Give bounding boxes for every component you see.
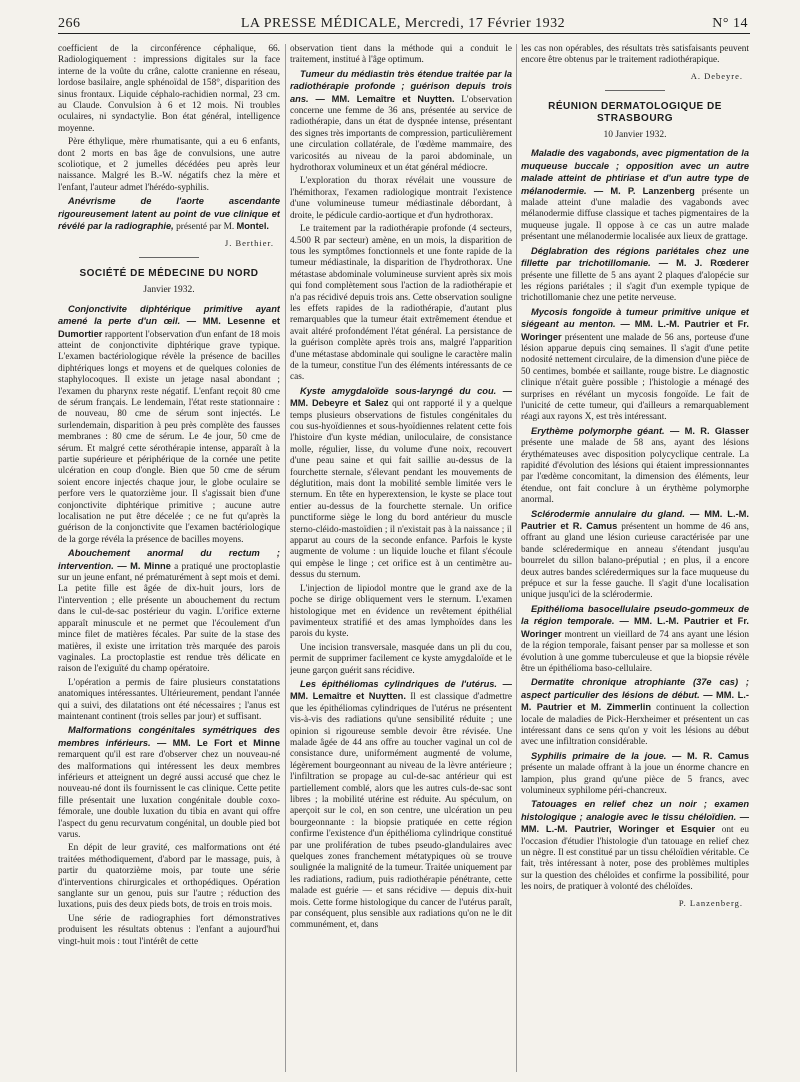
- journal-title: LA PRESSE MÉDICALE, Mercredi, 17 Février 1932: [240, 16, 566, 31]
- article-text: présentent une malade de 56 ans, porteuse d'une lésion apparue depuis cinq semaines. Il s'agit d'une petite nodosité nettement circulaire, de la dimension d'une pièce de 50 centimes, bombée et saillante, rouge bistre. Le diagnostic clinique n'était guère possible ; l'histologie a ménagé des surprises en révélant un mycosis fongoïde. Le fait de l'unicité de cette tumeur, qui d'ailleurs a remarquablement réagi aux rayons X, est très intéressant.: [521, 332, 749, 423]
- article-text: montrent un vieillard de 74 ans ayant une lésion de la région temporale, faisant penser par sa mollesse et son évolution à une gomme tuberculeuse et que la biopsie révèle être un épithélioma baso-cellulaire.: [521, 629, 749, 674]
- article-authors: — MM. Le Fort et Minne: [150, 737, 280, 748]
- article: [521, 148, 749, 243]
- signature: A. Debeyre.: [690, 70, 743, 81]
- paragraph: coefficient de la circonférence céphalique, 66. Radiologiquement : impressions digitales sur la face interne de la voûte du crâne, calotte cranienne en réseau, lordose basilaire, angle sphénoïdal de 158°, disparition des sinus frontaux. Liquide céphalo-rachidien normal, 23 cm. au Claude. Convulsion à 6 et 12 mois. Ni troubles oculaires, ni syndactylie. Bon état général, intelligence moyenne.: [58, 44, 280, 134]
- article-authors: — MM. L.-M. Pautrier et Fr. Woringer: [521, 616, 749, 639]
- header-rule: [58, 33, 750, 34]
- article-text: présente un malade offrant à la joue un énorme chancre en lampion, plus grand qu'une pièce de 5 francs, avec volumineux syphilome péri-chancreux.: [521, 763, 749, 796]
- article-title: Dermatite chronique atrophiante (37e cas) ; aspect particulier des lésions de début.: [521, 677, 749, 700]
- article-title: Anévrisme de l'aorte ascendante rigoureusement latent au point de vue clinique et révélé par la radiographie,: [58, 196, 280, 232]
- article: [521, 509, 749, 602]
- article-title: Abouchement anormal du rectum ; intervention.: [58, 548, 280, 571]
- article-text: présente une malade de 58 ans, ayant des lésions érythémateuses avec disposition polycyclique centrale. La rapidité d'évolution des lésions qui étaient impressionnantes par l'œdème concomitant, la dimension des éléments, leur étendue, ont fait conclure à un érythème polymorphe anormal.: [521, 438, 749, 506]
- column-divider: [516, 44, 517, 1072]
- paragraph: En dépit de leur gravité, ces malformations ont été traitées méthodiquement, d'abord par le massage, puis, à partir du quatorzième mois, par toute une série d'interventions chirurgicales et orthopédiques. Opération sanglante sur un genou, puis sur l'autre ; réduction des luxations, puis des deux pieds bots, de trois en trois mois.: [58, 843, 280, 911]
- article-title: Sclérodermie annulaire du gland.: [531, 508, 685, 519]
- signature: J. Berthier.: [224, 237, 274, 248]
- article-authors: — MM. L.-M. Pautrier et Fr. Woringer: [521, 319, 749, 342]
- paragraph: L'injection de lipiodol montre que le grand axe de la poche se dirige obliquement vers le sternum. L'examen histologique met en évidence un revêtement épithélial pavimenteux stratifié et des amas lymphoïdes dans les parois du kyste.: [290, 583, 512, 640]
- article: [58, 304, 280, 547]
- article-title: Erythème polymorphe géant.: [531, 425, 665, 436]
- paragraph: Une incision transversale, masquée dans un pli du cou, permit de supprimer facilement ce kyste amygdaloïde et le jeune garçon guérit sans récidive.: [290, 642, 512, 676]
- article: [521, 307, 749, 424]
- article: [521, 604, 749, 675]
- column-2: [290, 44, 512, 1074]
- paragraph: Une série de radiographies fort démonstratives produisent les résultats obtenus : l'enfant a aujourd'hui vingt-huit mois : tout l'intérêt de cette: [58, 913, 280, 947]
- article: [521, 246, 749, 305]
- society-heading: RÉUNION DERMATOLOGIQUE DE STRASBOURG: [548, 101, 722, 124]
- article-title: Kyste amygdaloïde sous-laryngé du cou.: [300, 385, 497, 396]
- article-text: a pratiqué une proctoplastie sur un jeune enfant, né prématurément à sept mois et demi. La petite fille est âgée de dix-huit jours, lors de l'intervention ; elle présente un abouchement du rectum dans le cul-de-sac postérieur du vagin. L'orifice externe apparaît minuscule et ne permet que l'écoulement d'un mince filet de matières fécales. Par suite de la stase des matières, il existe une irritation très marquée des parois vaginales. La proctoplastie est rendue très délicate en raison de l'exiguïté du champ opératoire.: [58, 561, 280, 675]
- article-title: Epithélioma basocellulaire pseudo-gommeux de la région temporale.: [521, 603, 749, 627]
- article-title: Mycosis fongoïde à tumeur primitive unique et siégeant au menton.: [521, 306, 749, 330]
- article-authors: — M. R. Glasser: [664, 425, 749, 436]
- paragraph: les cas non opérables, des résultats très satisfaisants peuvent encore être obtenus par le traitement radiothérapique.: [521, 44, 749, 66]
- article-text: remarquent qu'il est rare d'observer chez un nouveau-né des malformations qui intéressent les deux membres inférieurs et atteignent un degré aussi accusé que chez le nouveau-né dont ils fournissent le cas clinique. Cette petite fille présentait une luxation congénitale double coxo-fémorale, une double luxation du tibia en avant qui offre l'aspect du genu recurvatum congénital, un double pied bot varus.: [58, 750, 280, 840]
- article-title: Malformations congénitales symétriques des membres inférieurs.: [58, 725, 280, 748]
- article-authors: — M. Minne: [113, 560, 171, 571]
- paragraph: L'opération a permis de faire plusieurs constatations anatomiques intéressantes. Ultérieurement, pendant l'année qui a suivi, des dilatations ont été nécessaires ; l'anus est maintenant continent (trois selles par jour) et suffisant.: [58, 677, 280, 722]
- article-title: Tumeur du médiastin très étendue traitée par la radiothérapie profonde ; guérison depuis trois ans.: [290, 68, 512, 104]
- column-1: [58, 44, 280, 1074]
- article-text: présente une fillette de 5 ans ayant 2 plaques d'alopécie sur les régions pariétales ; il s'agit d'un exemple typique de trichotillomanie chez une petite nerveuse.: [521, 270, 749, 304]
- article: [58, 548, 280, 675]
- article-authors: — MM. Lemaître et Nuytten.: [308, 93, 455, 104]
- society-heading: SOCIÉTÉ DE MÉDECINE DU NORD: [79, 267, 259, 279]
- article-authors: Montel.: [236, 221, 270, 232]
- paragraph: Le traitement par la radiothérapie profonde (4 secteurs, 4.500 R par secteur) amène, en un mois, la disparition de tous les symptômes fonctionnels et une fonte rapide de la tumeur médiastinale, la disparition de l'hydrothorax. Une métastase abdominale volumineuse survient après six mois qui fond complètement sous l'action de la radiothérapie et n'a pas récidivé depuis trois ans. Cette observation souligne les effets rapides de la radiothérapie, d'autant plus remarquables que la tumeur était extrêmement étendue et avait altéré profondément l'état général. La persistance de la guérison complète après trois ans, malgré l'apparition d'une métastase abdominale qui souligne le caractère malin de la tumeur, constitue l'un des éléments intéressants de ce cas.: [290, 224, 512, 383]
- article-authors: — MM. L.-M. Pautrier, Woringer et Esquier: [521, 811, 749, 835]
- article-authors: — M. J. Rœderer: [650, 258, 749, 269]
- paragraph: Père éthylique, mère rhumatisante, qui a eu 6 enfants, dont 2 morts en bas âge de convulsions, une autre scoliotique, et 2 jumelles décédées peu après leur naissance. Malgré les B.-W. négatifs chez la mère et l'enfant, l'auteur admet l'hérédo-syphilis.: [58, 137, 280, 193]
- article-authors: — MM. L.-M. Pautrier et M. Zimmerlin: [521, 689, 749, 713]
- article-authors: — M. R. Camus: [666, 750, 749, 761]
- section-rule: [139, 257, 199, 258]
- article-authors: — MM. Lesenne et Dumortier: [58, 316, 280, 339]
- article-title: Tatouages en relief chez un noir ; examen histologique ; analogie avec le tissu chéloïdien.: [521, 799, 749, 822]
- article: [521, 426, 749, 507]
- article: [58, 725, 280, 841]
- article-authors: — MM. Debeyre et Salez: [290, 385, 512, 409]
- article: [58, 196, 280, 233]
- article-text: rapportent l'observation d'un enfant de 18 mois atteint de conjonctivite diphtérique grave typique. L'examen bactériologique révèle la présence de bacilles diphtériques longs et moyens et de quelques colonies de staphylocoques. Il existe un jetage nasal abondant ; l'examen du pharynx reste négatif. L'enfant reçoit 80 cme de sérum français. Le lendemain, l'état reste stationnaire : de nouveau, 80 cme de sérum sont injectés. Le surlendemain, disparition à peu près complète des fausses membranes : 80 cme de sérum. Le 4e jour, 50 cme de sérum. Et malgré cette sérothérapie intense, apparaît à la partie supérieure et périphérique de la cornée une petite ulcération en coup d'ongle. Bien que 50 cme de sérum soient encore injectés chaque jour, le globe oculaire se perfore vers le quatorzième jour. Il s'agissait bien d'une conjonctivite diphtérique primitive ; aucune autre localisation ne put être décelée ; ce ne fut qu'après la guérison de la conjonctivite que l'examen bactériologique de la gorge révéla la présence de bacilles moyens.: [58, 329, 280, 545]
- article-authors: — MM. L.-M. Pautrier et R. Camus: [521, 508, 749, 532]
- article-title: Déglabration des régions pariétales chez une fillette par trichotillomanie.: [521, 245, 749, 269]
- column-divider: [285, 44, 286, 1072]
- paragraph: L'exploration du thorax révélait une voussure de l'hémithorax, l'examen radiologique montrait l'existence d'une volumineuse tumeur médiastinale débordant, à droite, le pédicule cardio-aortique et d'un hydrothorax.: [290, 176, 512, 221]
- article-text: ont eu l'occasion d'étudier l'histologie d'un tatouage en relief chez un nègre. Il est constitué par un tissu chéloïdien véritable. Ce fait, très intéressant à noter, pose des problèmes multiples sur la question des chéloïdes et confirme la possibilité, pour les noirs, de pratiquer à volonté des chéloïdes.: [521, 825, 749, 893]
- article: [290, 69, 512, 175]
- page-number: 266: [58, 16, 81, 31]
- article: [521, 677, 749, 748]
- article: [290, 386, 512, 582]
- article-title: Syphilis primaire de la joue.: [531, 750, 667, 761]
- article-text: qui ont rapporté il y a quelque temps plusieurs observations de fistules congénitales du cou sus-hyoïdiennes et sous-hyoïdiennes relatent cette fois l'histoire d'un kyste médian, uniloculaire, de consistance molle, régulier, lisse, du volume d'une noix, recouvert d'une peau saine et qui fait saillie au-dessus de la fourchette sternale, s'élevant pendant les mouvements de déglutition, mais dont la mobilité semble limitée vers le sternum. En tête en hyperextension, le kyste se place tout entier au-dessus de la fourchette sternale. Un orifice punctiforme siège le long du bord antérieur du muscle sterno-cléido-mastoïdien ; il n'existait pas à la naissance ; il apparut au cours de la seconde enfance. Parfois le kyste augmente de volume : un liquide louche et filant s'écoule qui empèse le linge ; cet orifice est à un centimètre au-dessus du sternum.: [290, 399, 512, 581]
- article: [521, 799, 749, 893]
- signature: P. Lanzenberg.: [678, 897, 743, 908]
- article-title: Les épithéliomas cylindriques de l'utérus.: [300, 678, 497, 689]
- session-date: Janvier 1932.: [143, 285, 195, 296]
- article-text: présente un malade atteint d'une maladie des vagabonds avec mélanodermie diffuse classique et taches pigmentaires de la muqueuse jugale. Il oppose à ce cas un autre malade présentant une mélanodermie localisée aux lieux de grattage.: [521, 186, 749, 243]
- column-3: [521, 44, 749, 1074]
- article-text: continuent la collection locale de maladies de Pick-Herxheimer et présentent un cas intéressant dans ce sens qu'on y voit les lésions au début avec une infiltration considérable.: [521, 703, 749, 748]
- article-title: Maladie des vagabonds, avec pigmentation de la muqueuse buccale ; opposition avec un autre malade atteint de phtiriase et d'un autre type de mélanodermie.: [521, 148, 749, 196]
- session-date: 10 Janvier 1932.: [603, 130, 667, 141]
- issue-number: N° 14: [712, 16, 748, 31]
- article-text: présenté par M.: [173, 222, 237, 233]
- article-authors: — M. P. Lanzenberg: [586, 185, 695, 196]
- section-rule: [605, 90, 665, 91]
- article-text: L'observation concerne une femme de 36 ans, présentée au service de radiothérapie, dans un état de dyspnée intense, présentant des signes très importants de compression, particulièrement une circulation collatérale, de l'œdème mammaire, des varicosités au niveau de la paroi abdominale, un hydrothorax volumineux et un état général médiocre.: [290, 94, 512, 174]
- article-title: Conjonctivite diphtérique primitive ayant amené la perte d'un œil.: [58, 303, 280, 327]
- article-authors: — MM. Lemaître et Nuytten.: [290, 678, 512, 702]
- article-text: Il est classique d'admettre que les épithéliomas cylindriques de l'utérus ne présentent vis-à-vis des radiations qu'une sensibilité réduite ; une opinion si rigoureuse semble devoir être révisée. Une malade âgée de 44 ans offre au toucher vaginal un col de consistance dure, uniformément augmenté de volume, légèrement bourgeonnant au niveau de la lèvre antérieure ; l'infiltration se propage au cul-de-sac antérieur qui est partiellement comblé, alors que les autres culs-de-sac sont libres ; la mobilité utérine est réduite. Au spéculum, on aperçoit sur le col, en son centre, une ulcération un peu bourgeonnante : la biopsie pratiquée en cette région confirme l'existence d'un épithélioma cylindrique constitué par une prolifération de tubes pseudo-glandulaires avec quelques zones franchement métatypiques où se trouve soulignée la malignité de la tumeur. Traitée uniquement par les radiations, radium, puis radiothérapie pénétrante, cette malade est guérie — et sans récidive — depuis dix-huit mois. Cette forme histologique du cancer de l'utérus paraît, par conséquent, plus sensible aux radiations qu'on ne le dit communément, et, dans: [290, 692, 512, 931]
- paragraph: observation tient dans la méthode qui a conduit le traitement, institué à l'âge optimum.: [290, 44, 512, 66]
- article-text: présentent un homme de 46 ans, offrant au gland une lésion curieuse caractérisée par une bande scléredermique en anneau s'étendant jusqu'au bourrelet du sillon balano-préputial ; en plus, il a encore deux autres bandes scléredermiques sur la face muqueuse du prépuce et sur la fesse gauche. Il s'agit d'une localisation unique jusqu'ici de la sclérodermie.: [521, 522, 749, 601]
- article: [521, 751, 749, 798]
- article: [290, 679, 512, 932]
